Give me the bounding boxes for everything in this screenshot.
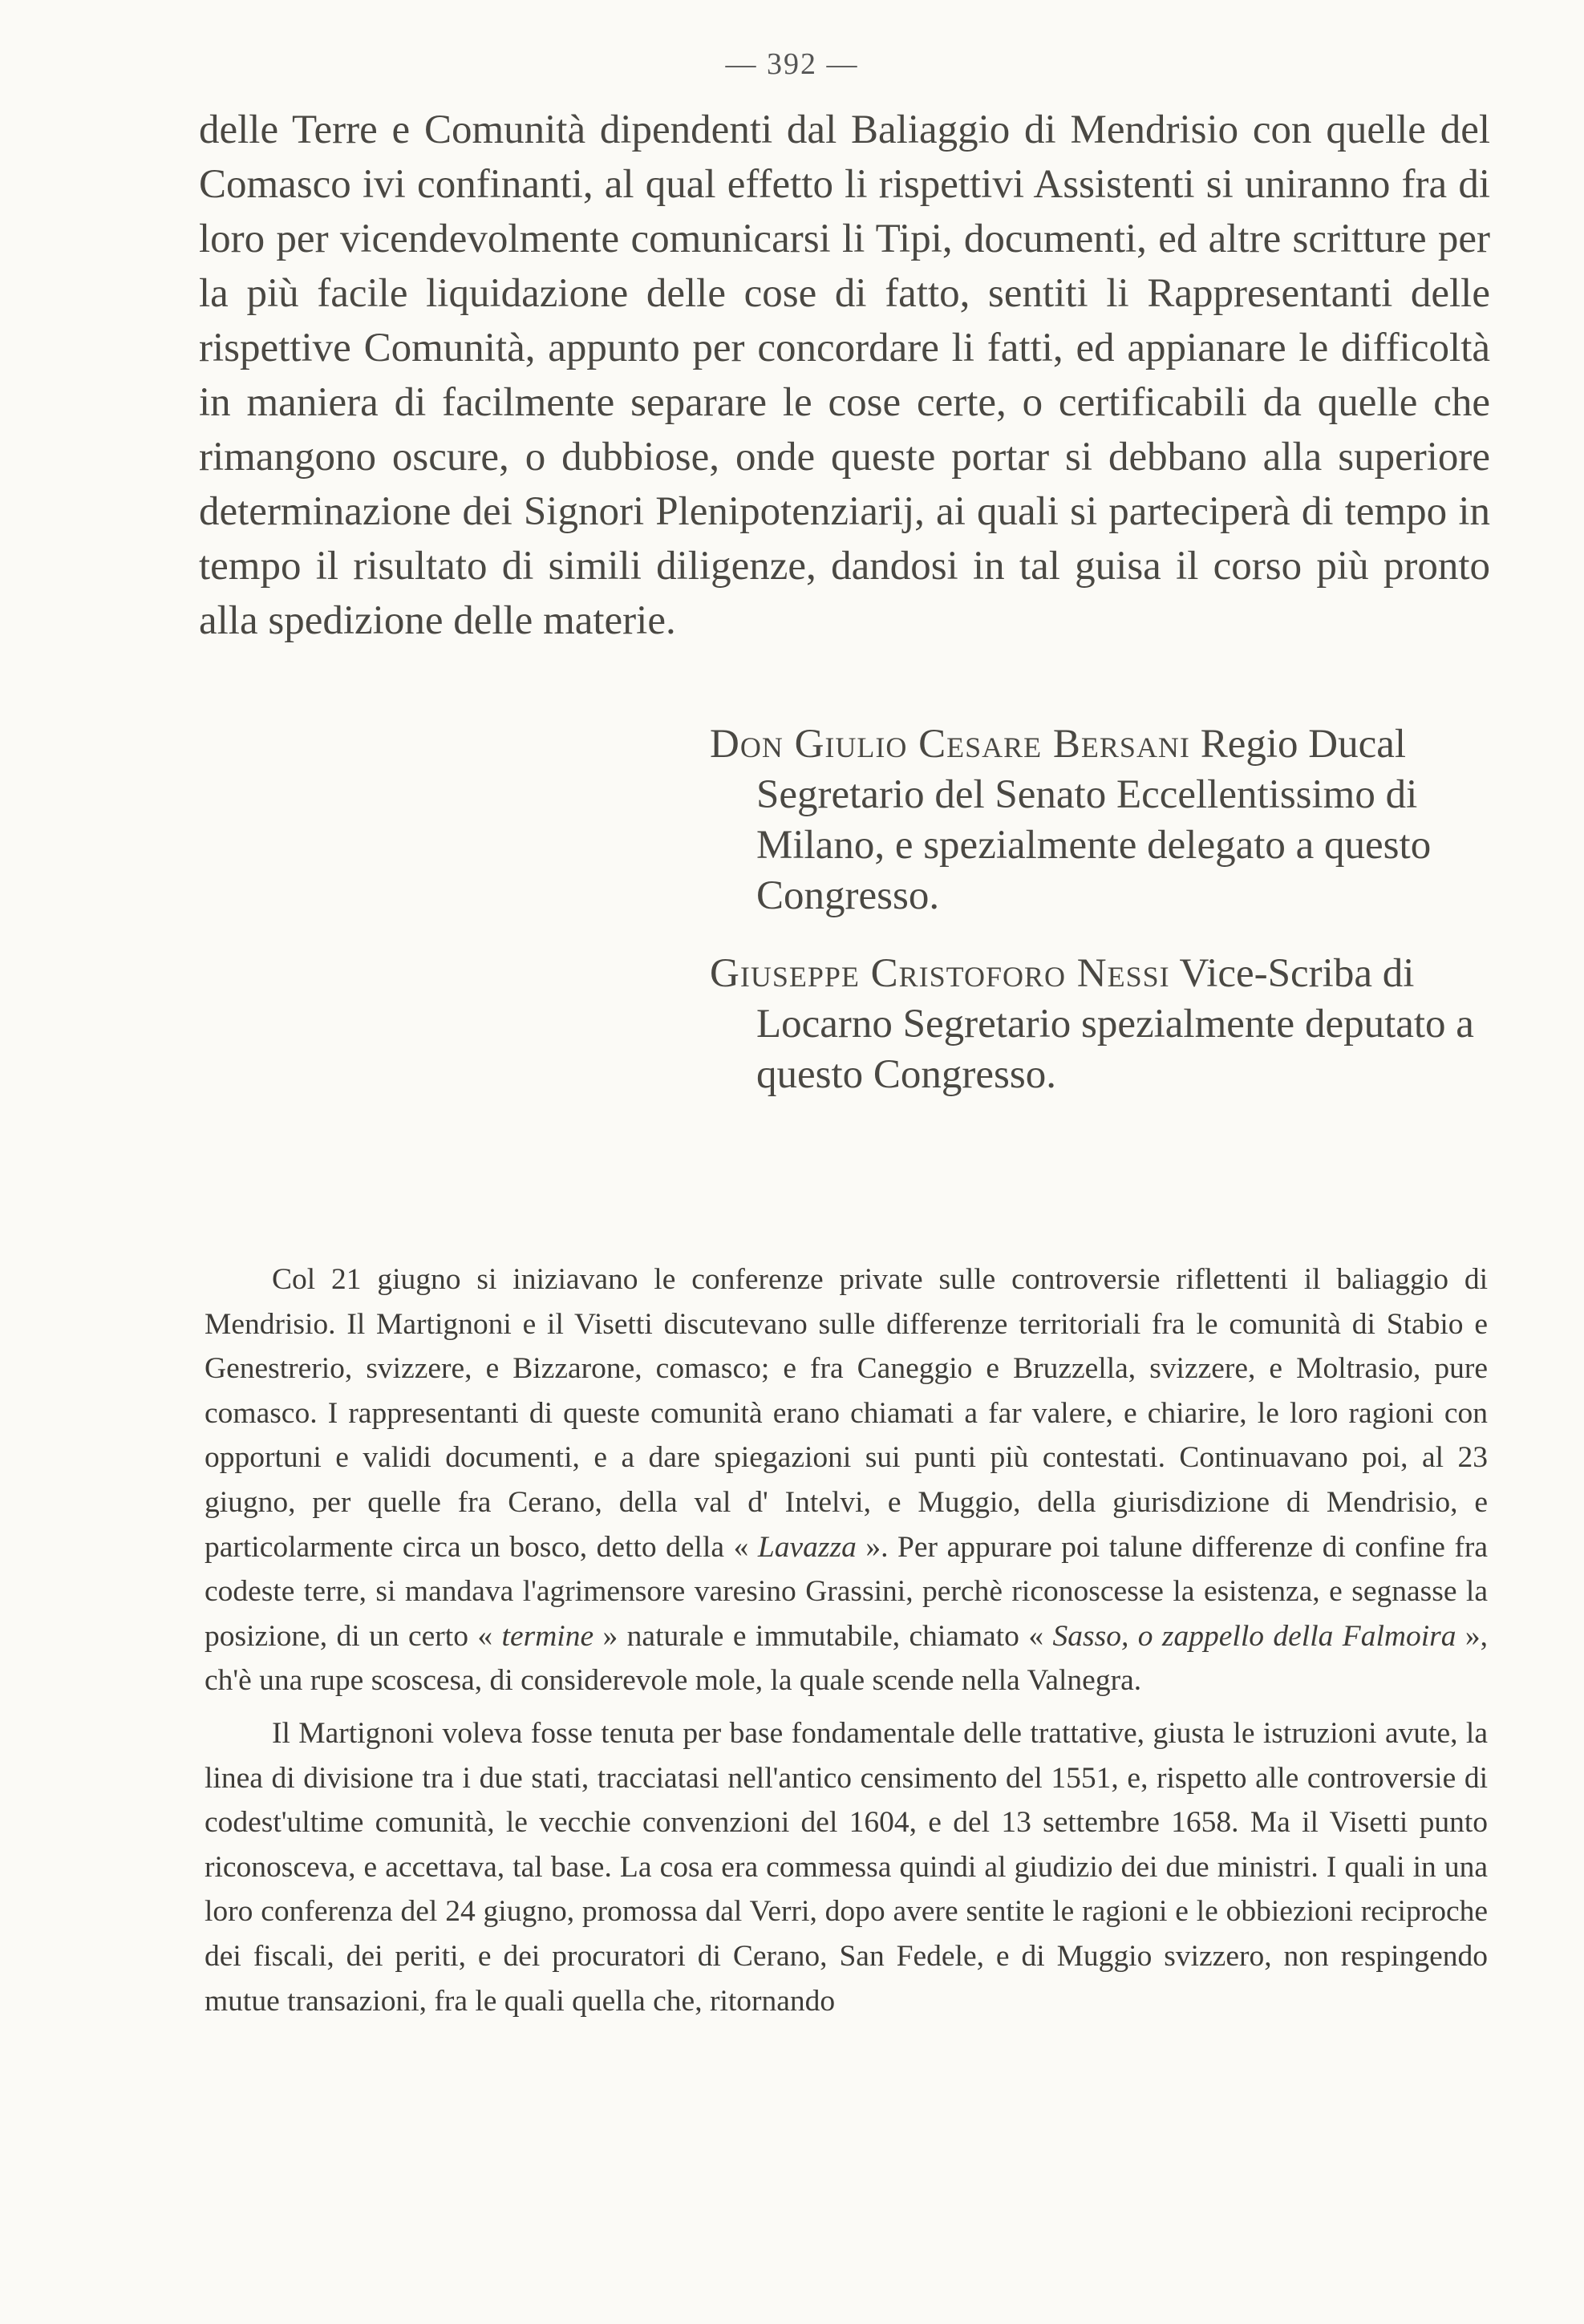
signatory-title: Regio Ducal Segretario del Senato Eccellentissimo di Milano, e spezialmente delegato a questo Congresso.: [756, 722, 1432, 918]
signatory-name: Don Giulio Cesare Bersani: [710, 722, 1190, 767]
text-run: Col 21 giugno si iniziavano le conferenze private sulle controversie riflettenti il baliaggio di Mendrisio. Il Martignoni e il Visetti discutevano sulle differenze territoriali fra le comunità di Stabio e Genestrerio, svizzere, e Bizzarone, comasco; e fra Caneggio e Bruzzella, svizzere, e Moltrasio, pure comasco. I rappresentanti di queste comunità erano chiamati a far valere, e chiarire, le loro ragioni con opportuni e validi documenti, e a dare spiegazioni sui punti più contestati. Continuavano poi, al 23 giugno, per quelle fra Cerano, della val d' Intelvi, e Muggio, della giurisdizione di Mendrisio, e particolarmente circa un bosco, detto della «: [205, 1263, 1488, 1564]
text-run: » naturale e immutabile, chiamato «: [602, 1619, 1044, 1653]
commentary-paragraph: [205, 1257, 1488, 1703]
signatory-name: Giuseppe Cristoforo Nessi: [710, 951, 1170, 996]
italic-term: Lavazza: [757, 1530, 857, 1564]
text-run: », ch'è una rupe scoscesa, di considerevole mole, la quale scende nella Valnegra.: [205, 1619, 1489, 1698]
signature-block: [710, 719, 1492, 921]
page-number: — 392 —: [725, 47, 859, 81]
signature-entry: [710, 949, 1492, 1100]
italic-term: termine: [501, 1619, 594, 1653]
text-run: ». Per appurare poi talune differenze di confine fra codeste terre, si mandava l'agrimensore varesino Grassini, perchè riconoscesse la esistenza, e segnasse la posizione, di un certo «: [205, 1530, 1489, 1653]
italic-term: Sasso, o zappello della Falmoira: [1052, 1619, 1456, 1653]
signature-entry: [710, 719, 1492, 921]
commentary-section: [205, 1257, 1488, 2023]
signatory-title: Vice-Scriba di Locarno Segretario spezialmente deputato a questo Congresso.: [756, 951, 1474, 1097]
commentary-paragraph: Il Martignoni voleva fosse tenuta per base fondamentale delle trattative, giusta le istruzioni avute, la linea di divisione tra i due stati, tracciatasi nell'antico censimento del 1551, e, rispetto alle controversie di codest'ultime comunità, le vecchie convenzioni del 1604, e del 13 settembre 1658. Ma il Visetti punto riconosceva, e accettava, tal base. La cosa era commessa quindi al giudizio dei due ministri. I quali in una loro conferenza del 24 giugno, promossa dal Verri, dopo avere sentite le ragioni e le obbiezioni reciproche dei fiscali, dei periti, e dei procuratori di Cerano, San Fedele, e di Muggio svizzero, non respingendo mutue transazioni, fra le quali quella che, ritornando: [205, 1716, 1488, 2018]
body-paragraph: delle Terre e Comunità dipendenti dal Baliaggio di Mendrisio con quelle del Comasco ivi confinanti, al qual effetto li rispettivi Assistenti si uniranno fra di loro per vicendevolmente comunicarsi li Tipi, documenti, ed altre scritture per la più facile liquidazione delle cose di fatto, sentiti li Rappresentanti delle rispettive Comunità, appunto per concordare li fatti, ed appianare le difficoltà in maniera di facilmente separare le cose certe, o certificabili da quelle che rimangono oscure, o dubbiose, onde queste portar si debbano alla superiore determinazione dei Signori Plenipotenziarij, ai quali si parteciperà di tempo in tempo il risultato di simili diligenze, dandosi in tal guisa il corso più pronto alla spedizione delle materie.: [199, 107, 1490, 643]
signature-block: [710, 949, 1492, 1100]
